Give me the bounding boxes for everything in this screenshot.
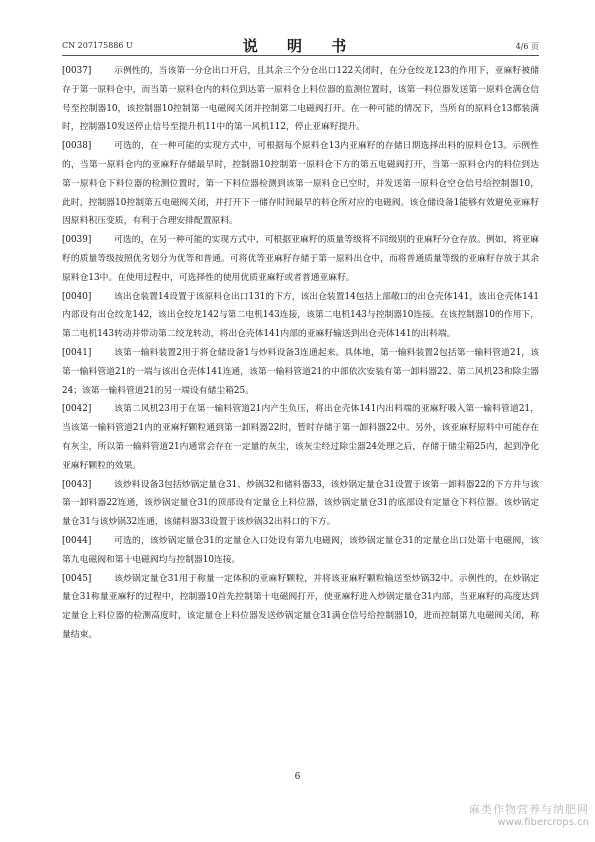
document-title: 说 明 书 — [242, 37, 359, 55]
patent-number: CN 207175886 U — [62, 41, 133, 50]
paragraph-number: [0040] — [62, 291, 92, 302]
paragraph-text: 可选的，在另一种可能的实现方式中，可根据亚麻籽的质量等级将不同级别的亚麻籽分仓存放。例如，将亚麻籽的质量等级按照优劣划分为优等和普通。可将优等亚麻籽存储于第一原料出仓中，而将普通质量等级的亚麻籽存放于其余原料仓13中。在使用过程中，可选择性的使用优质亚麻籽或者普通亚麻籽。 — [62, 235, 539, 283]
paragraph-text: 该第一输料装置2用于将仓储设备1与炒料设备3连通起来。具体地，第一输料装置2包括第一输料管道21，该第一输料管道21的一端与该出仓壳体141连通，该第一输料管道21的中部依次安装有第一卸料器22、第二风机23和除尘器24；该第一输料管道21的另一端设有储尘箱25。 — [62, 347, 539, 396]
watermark — [469, 801, 589, 828]
page-number: 6 — [294, 772, 301, 782]
page-header — [62, 33, 539, 56]
paragraph-text: 该第二风机23用于在第一输料管道21内产生负压，将出仓壳体141内出料端的亚麻籽吸入第一输料管道21，当该第一输料管道21内的亚麻籽颗粒通到第一卸料器22时，暂时存储于第一卸料器22中。另外，该亚麻籽原料中可能存在有灰尘，所以第一输料管道21内通常会存在一定量的灰尘，该灰尘经过除尘器24处理之后，存储于储尘箱25内，起到净化亚麻籽颗粒的效果。 — [62, 404, 539, 471]
paragraph-0040 — [62, 288, 539, 344]
paragraph-text: 该出仓装置14设置于该原料仓出口131的下方，该出仓装置14包括上部敞口的出仓壳体141，该出仓壳体141内部设有出仓绞龙142，该出仓绞龙142与第二电机143连接，该第二电机143与控制器10连接。在该控制器10的作用下，第二电机143转动并带动第二绞龙转动，将出仓壳体141内部的亚麻籽输送到出仓壳体141的出料端。 — [62, 291, 539, 340]
paragraph-0043 — [62, 476, 539, 532]
paragraph-0038 — [62, 137, 539, 231]
paragraph-0045 — [62, 570, 539, 645]
paragraph-text: 该炒料设备3包括炒锅定量仓31、炒锅32和储料器33，该炒锅定量仓31设置于该第一卸料器22的下方并与该第一卸料器22连通，该炒锅定量仓31的顶部设有定量仓上料位器，该炒锅定量仓31的底部设有定量仓下料位器。该炒锅定量仓31与该炒锅32连通，该储料器33设置于该炒锅32出料口的下方。 — [62, 479, 539, 528]
paragraph-text: 该炒锅定量仓31用于称量一定体积的亚麻籽颗粒，并将该亚麻籽颗粒输送至炒锅32中。示例性的，在炒锅定量仓31称量亚麻籽的过程中，控制器10首先控制第十电磁阀打开，使亚麻籽进入炒锅定量仓31内部，当亚麻籽的高度达到定量仓上料位器的检测高度时，该定量仓上料位器发送炒锅定量仓31满仓信号给控制器10，进而控制第九电磁阀关闭，称量结束。 — [62, 573, 539, 640]
paragraph-number: [0042] — [62, 404, 92, 415]
page-indicator: 4/6 页 — [515, 42, 539, 51]
paragraph-text: 可选的，在一种可能的实现方式中，可根据每个原料仓13内亚麻籽的存储日期选择出料的原料仓13。示例性的，当第一原料仓内的亚麻籽存储最早时，控制器10控制第一原料仓下方的第五电磁阀打开，当第一原料仓内的料位到达第一原料仓下料位器的检测位置时，第一下料位器检测到该第一原料仓已空时，并发送第一原料仓空仓信号给控制器10，此时，控制器10控制第五电磁阀关闭，并打开下一储存时间最早的料仓所对应的电磁阀。该仓储设备1能够有效避免亚麻籽因原料积压变质，有利于合理安排配置原料。 — [62, 141, 539, 227]
paragraph-number: [0045] — [62, 573, 92, 584]
paragraph-number: [0043] — [62, 479, 92, 490]
paragraph-number: [0038] — [62, 141, 92, 152]
document-body — [62, 62, 539, 645]
paragraph-number: [0039] — [62, 235, 92, 246]
paragraph-number: [0044] — [62, 535, 92, 546]
paragraph-number: [0041] — [62, 347, 92, 358]
paragraph-text: 可选的，该炒锅定量仓31的定量仓入口处设有第九电磁阀，该炒锅定量仓31的定量仓出口处第十电磁阀，该第九电磁阀和第十电磁阀均与控制器10连接。 — [62, 535, 539, 565]
paragraph-0039 — [62, 231, 539, 287]
paragraph-number: [0037] — [62, 66, 92, 76]
paragraph-0044 — [62, 532, 539, 570]
watermark-name: 麻类作物营养与纳肥网 — [469, 803, 589, 816]
watermark-url: www.fibercrops.cn — [497, 817, 589, 828]
paragraph-text: 示例性的，当该第一分仓出口开启，且其余三个分仓出口122关闭时，在分仓绞龙123的作用下，亚麻籽被储存于第一原料仓中，而当第一原料仓内的料位到达第一原料仓上料位器的监测位置时，该第一料位器发送第一原料仓满仓信号至控制器10，该控制器10控制第一电磁阀关闭并控制第二电磁阀打开。在一种可能的情况下，当所有的原料仓13都装满时，控制器10发送停止信号至提升机11中的第一风机112，停止亚麻籽提升。 — [62, 66, 539, 133]
paragraph-0037 — [62, 62, 539, 137]
paragraph-0041 — [62, 344, 539, 400]
paragraph-0042 — [62, 400, 539, 475]
